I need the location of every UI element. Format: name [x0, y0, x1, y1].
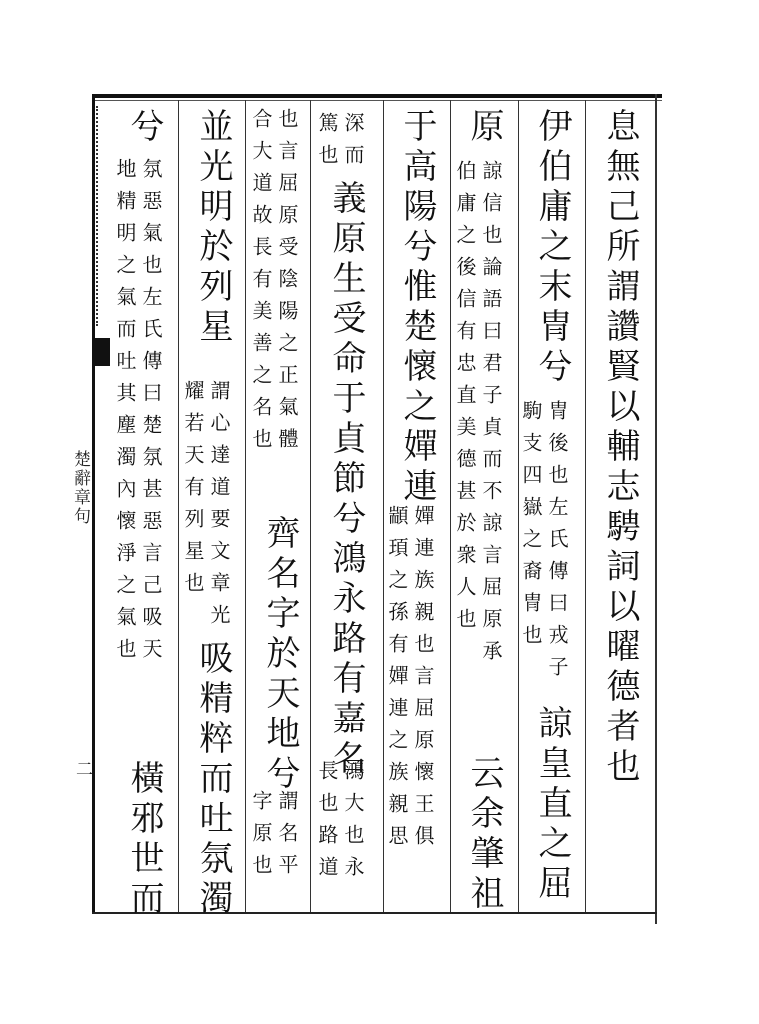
- annotation-line: 深而: [341, 112, 365, 176]
- annotation-line: 諒信也論語曰君子貞而不諒言屈原承: [479, 160, 503, 672]
- annotation-line: 駒支四嶽之裔冑也: [519, 400, 543, 656]
- annotation-line: 也言屈原受陰陽之正氣體: [275, 108, 299, 460]
- text-column-7-cont: 吸精粹而吐氛濁: [193, 640, 233, 920]
- fishtail-block: [92, 338, 110, 366]
- margin-fragment: [96, 106, 106, 326]
- top-border: [92, 94, 662, 98]
- column-rule: [310, 100, 311, 912]
- column-rule: [245, 100, 246, 912]
- annotation-line: 謂心達道要文章光: [207, 380, 231, 636]
- column-rule: [450, 100, 451, 912]
- text-column-6-main: 齊名字於天地兮: [260, 515, 300, 795]
- text-column-3-main: 原: [464, 108, 504, 148]
- annotation-line: 地精明之氣而吐其塵濁內懷淨之氣也: [113, 158, 137, 670]
- annotation-column-6b: [250, 790, 298, 886]
- text-column-2-main: 伊伯庸之末冑兮: [532, 108, 572, 388]
- annotation-line: 耀若天有列星也: [181, 380, 205, 604]
- annotation-line: 長也路道: [315, 760, 339, 888]
- margin-book-title: 楚辭章句: [70, 450, 90, 526]
- annotation-line: 顓頊之孫有嬋連之族親思: [385, 505, 409, 857]
- annotation-line: 篤也: [315, 112, 339, 176]
- annotation-line: 謂名平: [275, 790, 299, 886]
- text-column-2-cont: 諒皇直之屈: [532, 705, 572, 905]
- margin-page-number: 二: [72, 760, 92, 777]
- annotation-column-5-head: [316, 112, 364, 176]
- text-column-3-cont: 云余肇祖: [464, 755, 504, 915]
- text-column-7-main: 並光明於列星: [193, 108, 233, 348]
- annotation-column-3: [454, 160, 502, 672]
- annotation-line: 伯庸之後信有忠直美德甚於衆人也: [453, 160, 477, 640]
- text-column-4-main: 于高陽兮惟楚懷之嬋連: [397, 108, 437, 508]
- column-rule: [585, 100, 586, 912]
- annotation-column-8: [114, 158, 162, 670]
- column-rule: [178, 100, 179, 912]
- annotation-line: 合大道故長有美善之名也: [249, 108, 273, 460]
- annotation-line: 字原也: [249, 790, 273, 886]
- text-column-1: 息無己所謂讚賢以輔志騁詞以曜德者也: [600, 108, 640, 788]
- annotation-column-6: [250, 108, 298, 460]
- annotation-column-2: [520, 400, 568, 688]
- annotation-line: 氛惡氣也左氏傳曰楚氛甚惡言己吸天: [139, 158, 163, 670]
- annotation-column-7: [182, 380, 230, 636]
- bottom-border: [92, 912, 657, 914]
- annotation-column-5: [316, 760, 364, 888]
- text-column-5-main: 義原生受命于貞節兮鴻永路有嘉名: [326, 180, 366, 780]
- annotation-column-4: [386, 505, 434, 857]
- annotation-line: 鴻大也永: [341, 760, 365, 888]
- annotation-line: 嬋連族親也言屈原懷王俱: [411, 505, 435, 857]
- text-column-8-main: 兮: [124, 108, 164, 148]
- column-rule: [383, 100, 384, 912]
- annotation-line: 冑後也左氏傳曰戎子: [545, 400, 569, 688]
- text-column-8-cont: 橫邪世而: [124, 760, 164, 920]
- right-border: [655, 94, 657, 924]
